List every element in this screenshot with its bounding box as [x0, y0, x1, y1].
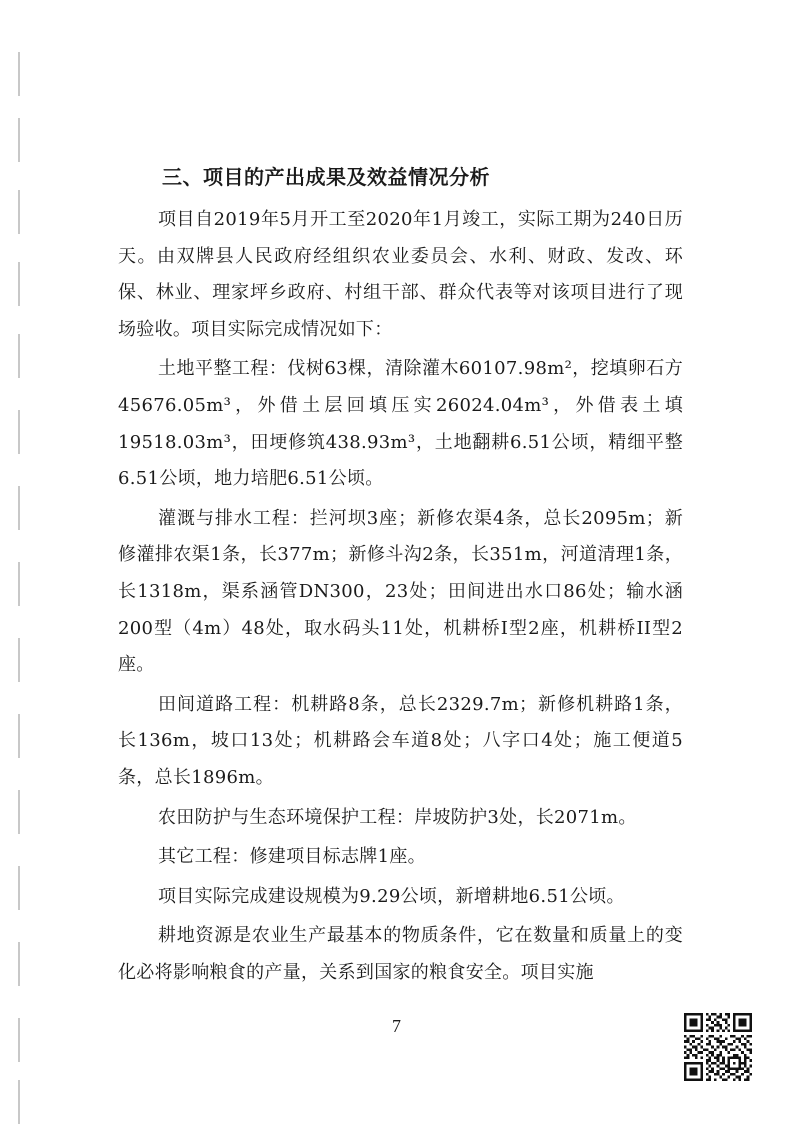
document-body	[118, 160, 683, 994]
paragraph-farmland-protection: 农田防护与生态环境保护工程：岸坡防护3处，长2071m。	[158, 806, 637, 828]
paragraph-overview: 项目自2019年5月开工至2020年1月竣工，实际工期为240日历天。由双牌县人民政府经组织农业委员会、水利、财政、发改、环保、林业、理家坪乡政府、村组干部、群众代表等对该项目进行了现场验收。项目实际完成情况如下：	[118, 209, 683, 340]
paragraph-field-roads: 田间道路工程：机耕路8条，总长2329.7m；新修机耕路1条，长136m，坡口13处；机耕路会车道8处；八字口4处；施工便道5条，总长1896m。	[118, 693, 683, 788]
binding-margin-marks	[18, 0, 26, 1121]
paragraph-other-works: 其它工程：修建项目标志牌1座。	[158, 846, 426, 868]
page-number: 7	[392, 1016, 401, 1036]
paragraph-irrigation-drainage: 灌溉与排水工程：拦河坝3座；新修农渠4条，总长2095m；新修灌排农渠1条，长377m；新修斗沟2条，长351m，河道清理1条，长1318m，渠系涵管DN300，23处；田间进出水口86处；输水涵200型（4m）48处，取水码头11处，机耕桥I型2座，机耕桥II型2座。	[118, 507, 683, 676]
section-heading: 三、项目的产出成果及效益情况分析	[162, 165, 490, 189]
paragraph-land-resources: 耕地资源是农业生产最基本的物质条件，它在数量和质量上的变化必将影响粮食的产量，关系到国家的粮食安全。项目实施	[118, 925, 683, 983]
paragraph-land-leveling: 土地平整工程：伐树63棵，清除灌木60107.98m²，挖填卵石方45676.05m³，外借土层回填压实26024.04m³，外借表土填19518.03m³，田埂修筑438.93m³，土地翻耕6.51公顷，精细平整6.51公顷，地力培肥6.51公顷。	[118, 358, 683, 490]
qr-code-icon	[684, 1013, 752, 1081]
paragraph-construction-scale: 项目实际完成建设规模为9.29公顷，新增耕地6.51公顷。	[158, 885, 625, 907]
